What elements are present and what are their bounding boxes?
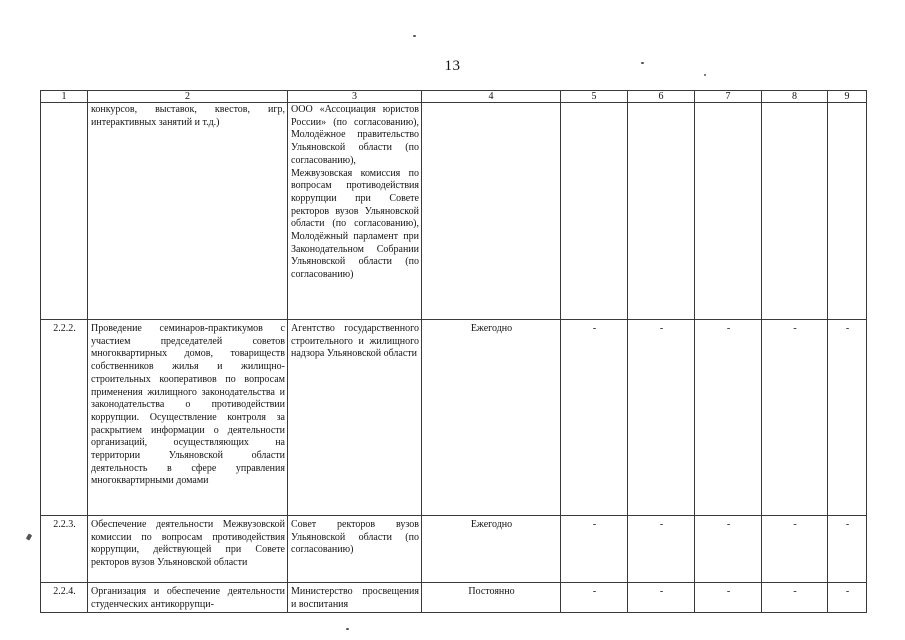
- funding-cell: -: [561, 516, 628, 583]
- funding-cell: -: [828, 320, 867, 516]
- page-number: 13: [444, 58, 461, 74]
- funding-cell: -: [762, 320, 828, 516]
- event-description: Проведение семинаров-практикумов с участием председателей советов многоквартирных домов, товариществ собственников жилья и жилищно-строительных кооперативов по вопросам применения жилищного законодательства и законодательства о противодействии коррупции. Осуществление контроля за раскрытием информации о деятельности организаций, осуществляющих на территории Ульяновской области деятельность в сфере управления многоквартирными домами: [88, 320, 288, 516]
- funding-cell: [628, 103, 695, 320]
- scan-speck: [413, 35, 416, 37]
- event-description: Организация и обеспечение деятельности студенческих антикоррупци-: [88, 583, 288, 613]
- funding-cell: [695, 103, 762, 320]
- executor: Министерство просвещения и воспитания: [288, 583, 422, 613]
- column-header: 2: [88, 91, 288, 103]
- column-header: 4: [422, 91, 561, 103]
- scan-speck: [26, 533, 32, 540]
- period: Постоянно: [422, 583, 561, 613]
- funding-cell: -: [561, 583, 628, 613]
- funding-cell: -: [628, 583, 695, 613]
- funding-cell: -: [695, 516, 762, 583]
- item-number: 2.2.4.: [41, 583, 88, 613]
- column-header: 1: [41, 91, 88, 103]
- funding-cell: [561, 103, 628, 320]
- funding-cell: -: [628, 516, 695, 583]
- executor: Совет ректоров вузов Ульяновской области (по согласованию): [288, 516, 422, 583]
- column-header: 8: [762, 91, 828, 103]
- column-header: 3: [288, 91, 422, 103]
- plan-table: [40, 90, 867, 613]
- funding-cell: -: [828, 583, 867, 613]
- column-header: 5: [561, 91, 628, 103]
- item-number: 2.2.2.: [41, 320, 88, 516]
- event-description: Обеспечение деятельности Межвузовской комиссии по вопросам противодействия коррупции, действующей при Совете ректоров вузов Ульяновской области: [88, 516, 288, 583]
- column-header: 7: [695, 91, 762, 103]
- funding-cell: -: [628, 320, 695, 516]
- funding-cell: [762, 103, 828, 320]
- scan-speck: [641, 62, 644, 64]
- event-description: конкурсов, выставок, квестов, игр, интерактивных занятий и т.д.): [88, 103, 288, 320]
- period: Ежегодно: [422, 516, 561, 583]
- funding-cell: -: [561, 320, 628, 516]
- table-row: [41, 583, 867, 613]
- table-row: [41, 516, 867, 583]
- scan-speck: [346, 628, 349, 630]
- funding-cell: -: [762, 516, 828, 583]
- executor: Агентство государственного строительного и жилищного надзора Ульяновской области: [288, 320, 422, 516]
- item-number: 2.2.3.: [41, 516, 88, 583]
- period: [422, 103, 561, 320]
- funding-cell: -: [695, 320, 762, 516]
- period: Ежегодно: [422, 320, 561, 516]
- funding-cell: [828, 103, 867, 320]
- funding-cell: -: [828, 516, 867, 583]
- executor: ООО «Ассоциация юристов России» (по согласованию), Молодёжное правительство Ульяновской области (по согласованию), Межвузовская комиссия по вопросам противодействия коррупции при Совете ректоров вузов Ульяновской области (по согласованию), Молодёжный парламент при Законодательном Собрании Ульяновской области (по согласованию): [288, 103, 422, 320]
- scan-speck: [704, 74, 706, 76]
- column-header: 6: [628, 91, 695, 103]
- column-header: 9: [828, 91, 867, 103]
- table-row: [41, 320, 867, 516]
- table-row: [41, 103, 867, 320]
- funding-cell: -: [695, 583, 762, 613]
- item-number: [41, 103, 88, 320]
- table-header-row: [41, 91, 867, 103]
- funding-cell: -: [762, 583, 828, 613]
